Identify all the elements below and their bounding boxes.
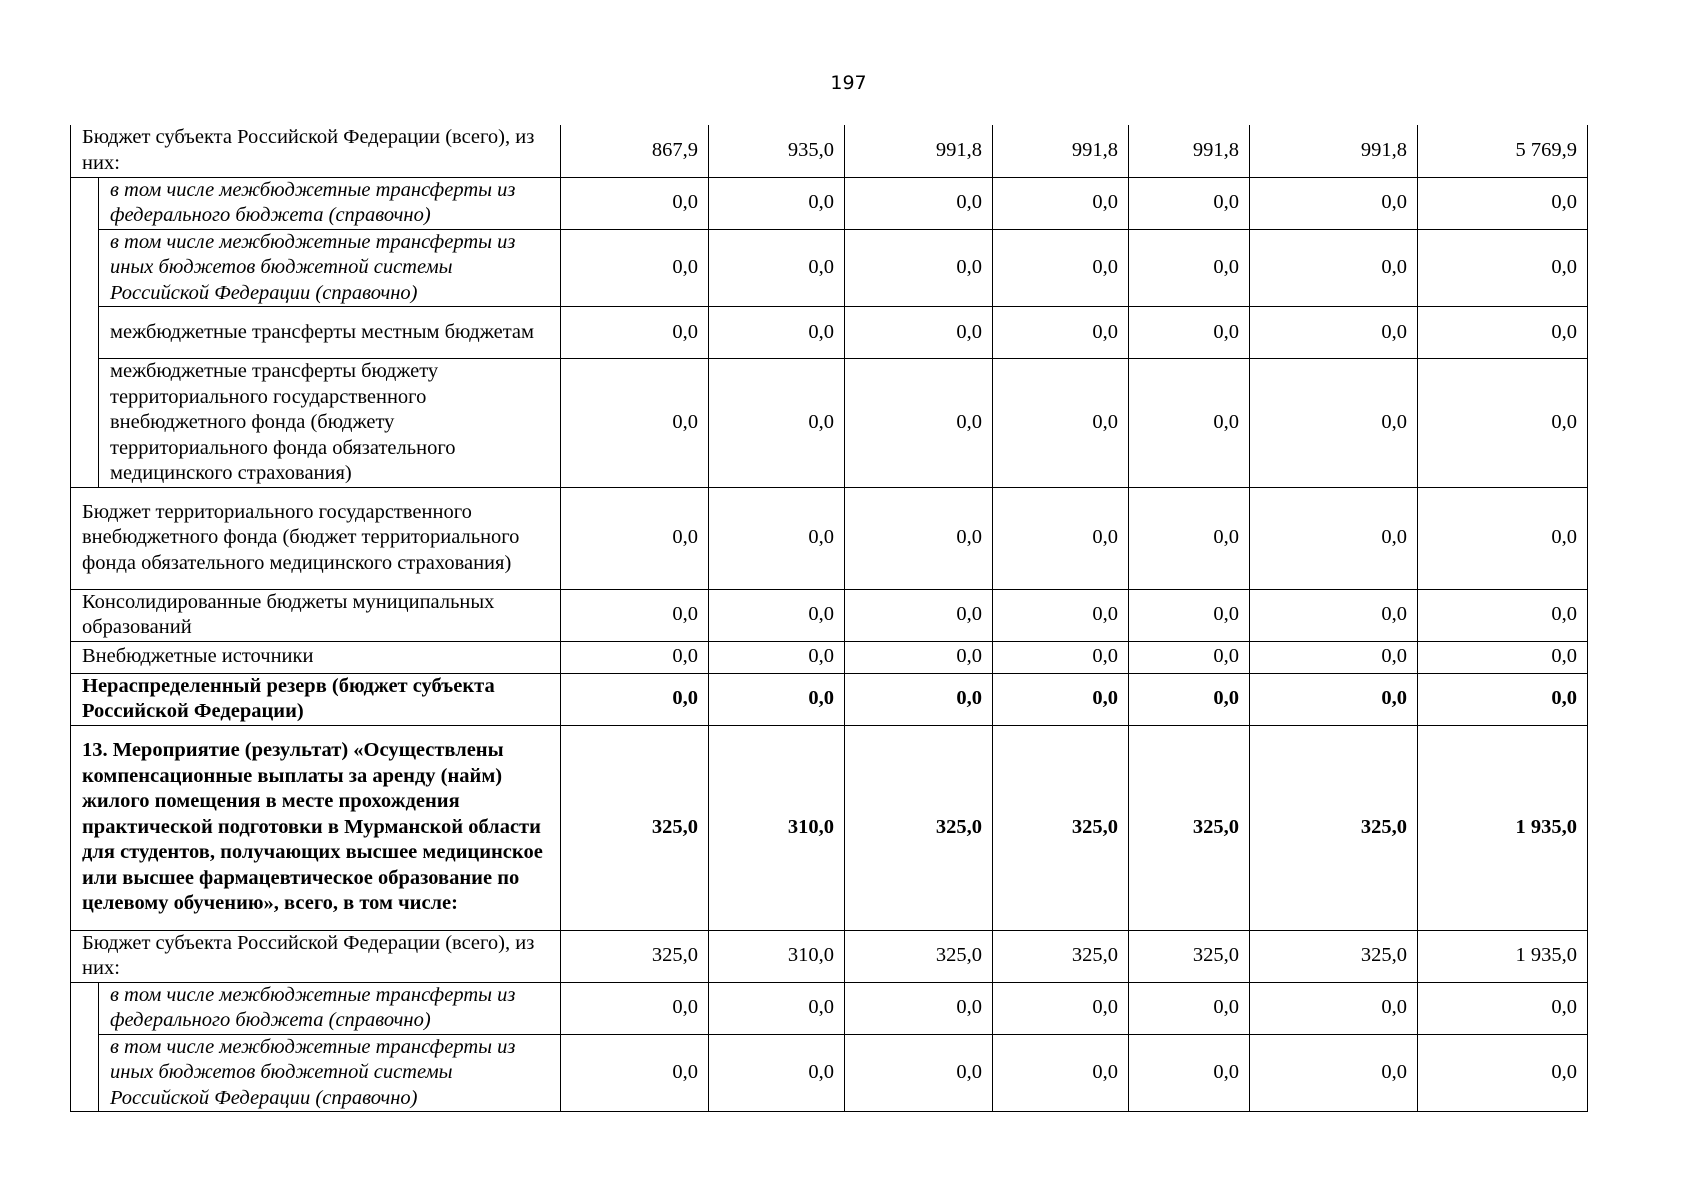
value-cell: 0,0 [1418, 1034, 1588, 1112]
value-cell: 310,0 [709, 930, 845, 982]
value-cell: 310,0 [709, 725, 845, 930]
row-label: 13. Мероприятие (результат) «Осуществлены компенсационные выплаты за аренду (найм) жилого помещения в месте прохождения практической подготовки в Мурманской области для студентов, получающих высшее медицинское или высшее фармацевтическое образование по целевому обучению», всего, в том числе: [71, 725, 561, 930]
value-cell: 0,0 [561, 487, 709, 589]
table-row [71, 930, 1588, 982]
value-cell: 0,0 [1250, 307, 1418, 359]
value-cell: 325,0 [993, 930, 1129, 982]
value-cell: 0,0 [709, 641, 845, 673]
value-cell: 0,0 [709, 229, 845, 307]
value-cell: 0,0 [993, 229, 1129, 307]
value-cell: 0,0 [993, 177, 1129, 229]
row-label: Бюджет территориального государственного внебюджетного фонда (бюджет территориального фонда обязательного медицинского страхования) [71, 487, 561, 589]
value-cell: 0,0 [1129, 487, 1250, 589]
value-cell: 325,0 [993, 725, 1129, 930]
row-label: в том числе межбюджетные трансферты из иных бюджетов бюджетной системы Российской Федерации (справочно) [99, 229, 561, 307]
table-row [71, 487, 1588, 589]
value-cell: 0,0 [709, 307, 845, 359]
value-cell: 0,0 [561, 982, 709, 1034]
value-cell: 0,0 [845, 177, 993, 229]
table-row [71, 673, 1588, 725]
value-cell: 0,0 [709, 982, 845, 1034]
value-cell: 1 935,0 [1418, 725, 1588, 930]
table-row [71, 125, 1588, 177]
value-cell: 0,0 [845, 487, 993, 589]
value-cell: 0,0 [1250, 177, 1418, 229]
value-cell: 0,0 [993, 1034, 1129, 1112]
value-cell: 0,0 [993, 673, 1129, 725]
value-cell: 0,0 [845, 359, 993, 488]
value-cell: 0,0 [993, 641, 1129, 673]
value-cell: 325,0 [1129, 930, 1250, 982]
value-cell: 0,0 [1418, 982, 1588, 1034]
table-row [71, 229, 1588, 307]
value-cell: 0,0 [561, 177, 709, 229]
value-cell: 0,0 [1129, 307, 1250, 359]
value-cell: 0,0 [709, 177, 845, 229]
value-cell: 325,0 [845, 930, 993, 982]
value-cell: 0,0 [993, 307, 1129, 359]
value-cell: 0,0 [1418, 487, 1588, 589]
value-cell: 325,0 [845, 725, 993, 930]
value-cell: 991,8 [993, 125, 1129, 177]
row-label: в том числе межбюджетные трансферты из федерального бюджета (справочно) [99, 177, 561, 229]
value-cell: 0,0 [1250, 982, 1418, 1034]
value-cell: 0,0 [1129, 641, 1250, 673]
table-row [71, 1034, 1588, 1112]
row-label: Консолидированные бюджеты муниципальных образований [71, 589, 561, 641]
value-cell: 325,0 [1250, 725, 1418, 930]
value-cell: 0,0 [1129, 229, 1250, 307]
value-cell: 0,0 [561, 1034, 709, 1112]
table-row [71, 725, 1588, 930]
row-label: Бюджет субъекта Российской Федерации (всего), из них: [71, 125, 561, 177]
value-cell: 935,0 [709, 125, 845, 177]
value-cell: 325,0 [561, 725, 709, 930]
row-label: в том числе межбюджетные трансферты из федерального бюджета (справочно) [99, 982, 561, 1034]
value-cell: 0,0 [1418, 359, 1588, 488]
value-cell: 0,0 [845, 982, 993, 1034]
value-cell: 0,0 [561, 359, 709, 488]
value-cell: 0,0 [1250, 673, 1418, 725]
value-cell: 0,0 [561, 307, 709, 359]
value-cell: 0,0 [1418, 673, 1588, 725]
value-cell: 0,0 [845, 641, 993, 673]
value-cell: 0,0 [1418, 307, 1588, 359]
value-cell: 0,0 [1250, 589, 1418, 641]
value-cell: 0,0 [561, 641, 709, 673]
value-cell: 0,0 [845, 1034, 993, 1112]
value-cell: 0,0 [1250, 1034, 1418, 1112]
value-cell: 991,8 [1129, 125, 1250, 177]
table-row [71, 589, 1588, 641]
indent-cell [71, 177, 99, 487]
row-label: Бюджет субъекта Российской Федерации (всего), из них: [71, 930, 561, 982]
value-cell: 0,0 [709, 487, 845, 589]
value-cell: 0,0 [1129, 177, 1250, 229]
value-cell: 0,0 [993, 589, 1129, 641]
value-cell: 0,0 [709, 359, 845, 488]
value-cell: 0,0 [1418, 589, 1588, 641]
value-cell: 0,0 [1250, 641, 1418, 673]
page-number: 197 [830, 72, 867, 94]
row-label: межбюджетные трансферты бюджету территориального государственного внебюджетного фонда (бюджету территориального фонда обязательного медицинского страхования) [99, 359, 561, 488]
value-cell: 0,0 [561, 229, 709, 307]
table-row [71, 177, 1588, 229]
value-cell: 0,0 [993, 982, 1129, 1034]
indent-cell [71, 982, 99, 1112]
table-row [71, 359, 1588, 488]
value-cell: 0,0 [1418, 177, 1588, 229]
value-cell: 0,0 [1129, 1034, 1250, 1112]
value-cell: 867,9 [561, 125, 709, 177]
value-cell: 0,0 [1129, 982, 1250, 1034]
value-cell: 991,8 [1250, 125, 1418, 177]
value-cell: 991,8 [845, 125, 993, 177]
value-cell: 0,0 [845, 229, 993, 307]
value-cell: 0,0 [1129, 589, 1250, 641]
value-cell: 0,0 [1129, 359, 1250, 488]
budget-table [70, 125, 1588, 1112]
row-label: Внебюджетные источники [71, 641, 561, 673]
value-cell: 325,0 [1250, 930, 1418, 982]
value-cell: 0,0 [561, 589, 709, 641]
value-cell: 0,0 [1250, 487, 1418, 589]
value-cell: 5 769,9 [1418, 125, 1588, 177]
value-cell: 0,0 [1250, 229, 1418, 307]
value-cell: 0,0 [993, 359, 1129, 488]
value-cell: 0,0 [709, 673, 845, 725]
table-row [71, 982, 1588, 1034]
row-label: в том числе межбюджетные трансферты из иных бюджетов бюджетной системы Российской Федерации (справочно) [99, 1034, 561, 1112]
value-cell: 0,0 [1418, 641, 1588, 673]
value-cell: 0,0 [1129, 673, 1250, 725]
table-row [71, 641, 1588, 673]
table-row [71, 307, 1588, 359]
value-cell: 325,0 [561, 930, 709, 982]
value-cell: 0,0 [1418, 229, 1588, 307]
value-cell: 1 935,0 [1418, 930, 1588, 982]
value-cell: 0,0 [561, 673, 709, 725]
row-label: межбюджетные трансферты местным бюджетам [99, 307, 561, 359]
value-cell: 0,0 [1250, 359, 1418, 488]
value-cell: 325,0 [1129, 725, 1250, 930]
value-cell: 0,0 [709, 1034, 845, 1112]
value-cell: 0,0 [845, 673, 993, 725]
value-cell: 0,0 [709, 589, 845, 641]
row-label: Нераспределенный резерв (бюджет субъекта Российской Федерации) [71, 673, 561, 725]
value-cell: 0,0 [845, 589, 993, 641]
value-cell: 0,0 [845, 307, 993, 359]
value-cell: 0,0 [993, 487, 1129, 589]
